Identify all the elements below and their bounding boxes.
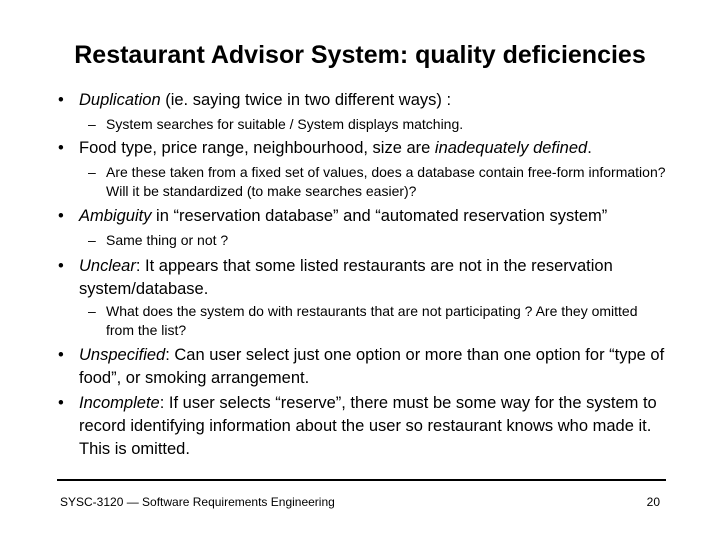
bullet-item-incomplete — [58, 392, 668, 461]
bullet-lead: Incomplete — [79, 394, 160, 412]
bullet-pre: Food type, price range, neighbourhood, size are — [79, 139, 435, 157]
dash-icon: – — [88, 164, 96, 180]
bullet-text — [79, 344, 668, 390]
footer-divider — [57, 479, 666, 481]
bullet-icon: • — [58, 257, 64, 275]
bullet-lead: Duplication — [79, 91, 161, 109]
bullet-rest: (ie. saying twice in two different ways) : — [160, 91, 452, 109]
slide-title: Restaurant Advisor System: quality deficiencies — [74, 41, 646, 69]
sub-item-text: What does the system do with restaurants that are not participating ? Are they omitted from the list? — [106, 303, 638, 338]
sub-item-duplication — [88, 115, 668, 134]
bullet-text — [79, 392, 668, 461]
bullet-rest: in “reservation database” and “automated reservation system” — [151, 207, 608, 225]
bullet-icon: • — [58, 207, 64, 225]
sub-item-unclear — [88, 302, 668, 340]
bullet-text — [79, 255, 668, 301]
dash-icon: – — [88, 116, 96, 132]
bullet-lead: Unspecified — [79, 346, 166, 364]
dash-icon: – — [88, 232, 96, 248]
footer-course: SYSC-3120 — Software Requirements Engineering — [60, 495, 335, 509]
page-number: 20 — [646, 495, 660, 509]
bullet-lead: inadequately defined — [434, 139, 588, 157]
bullet-rest: . — [587, 139, 592, 157]
bullet-text — [79, 137, 668, 160]
bullet-item-unspecified — [58, 344, 668, 390]
bullet-icon: • — [58, 91, 64, 109]
bullet-rest: : Can user select just one option or more than one option for “type of food”, or smoking arrangement. — [79, 346, 665, 387]
bullet-text — [79, 89, 668, 112]
sub-item-text: Are these taken from a fixed set of values, does a database contain free-form information? Will it be standardized (to make searches easier)? — [106, 164, 666, 199]
bullet-item-duplication — [58, 89, 668, 112]
bullet-icon: • — [58, 346, 64, 364]
bullet-item-ambiguity — [58, 205, 668, 228]
sub-item-inadequately-defined — [88, 163, 668, 201]
bullet-lead: Ambiguity — [79, 207, 152, 225]
dash-icon: – — [88, 303, 96, 319]
bullet-lead: Unclear — [79, 257, 136, 275]
sub-item-text: System searches for suitable / System displays matching. — [106, 116, 464, 132]
sub-item-text: Same thing or not ? — [106, 232, 229, 248]
bullet-text — [79, 205, 668, 228]
sub-item-ambiguity — [88, 231, 668, 250]
bullet-rest: : It appears that some listed restaurants are not in the reservation system/database. — [79, 257, 613, 298]
bullet-icon: • — [58, 139, 64, 157]
bullet-icon: • — [58, 394, 64, 412]
bullet-item-inadequately-defined — [58, 137, 668, 160]
bullet-rest: : If user selects “reserve”, there must be some way for the system to record identifying information about the user so restaurant knows who made it. This is omitted. — [79, 394, 657, 458]
bullet-item-unclear — [58, 255, 668, 301]
